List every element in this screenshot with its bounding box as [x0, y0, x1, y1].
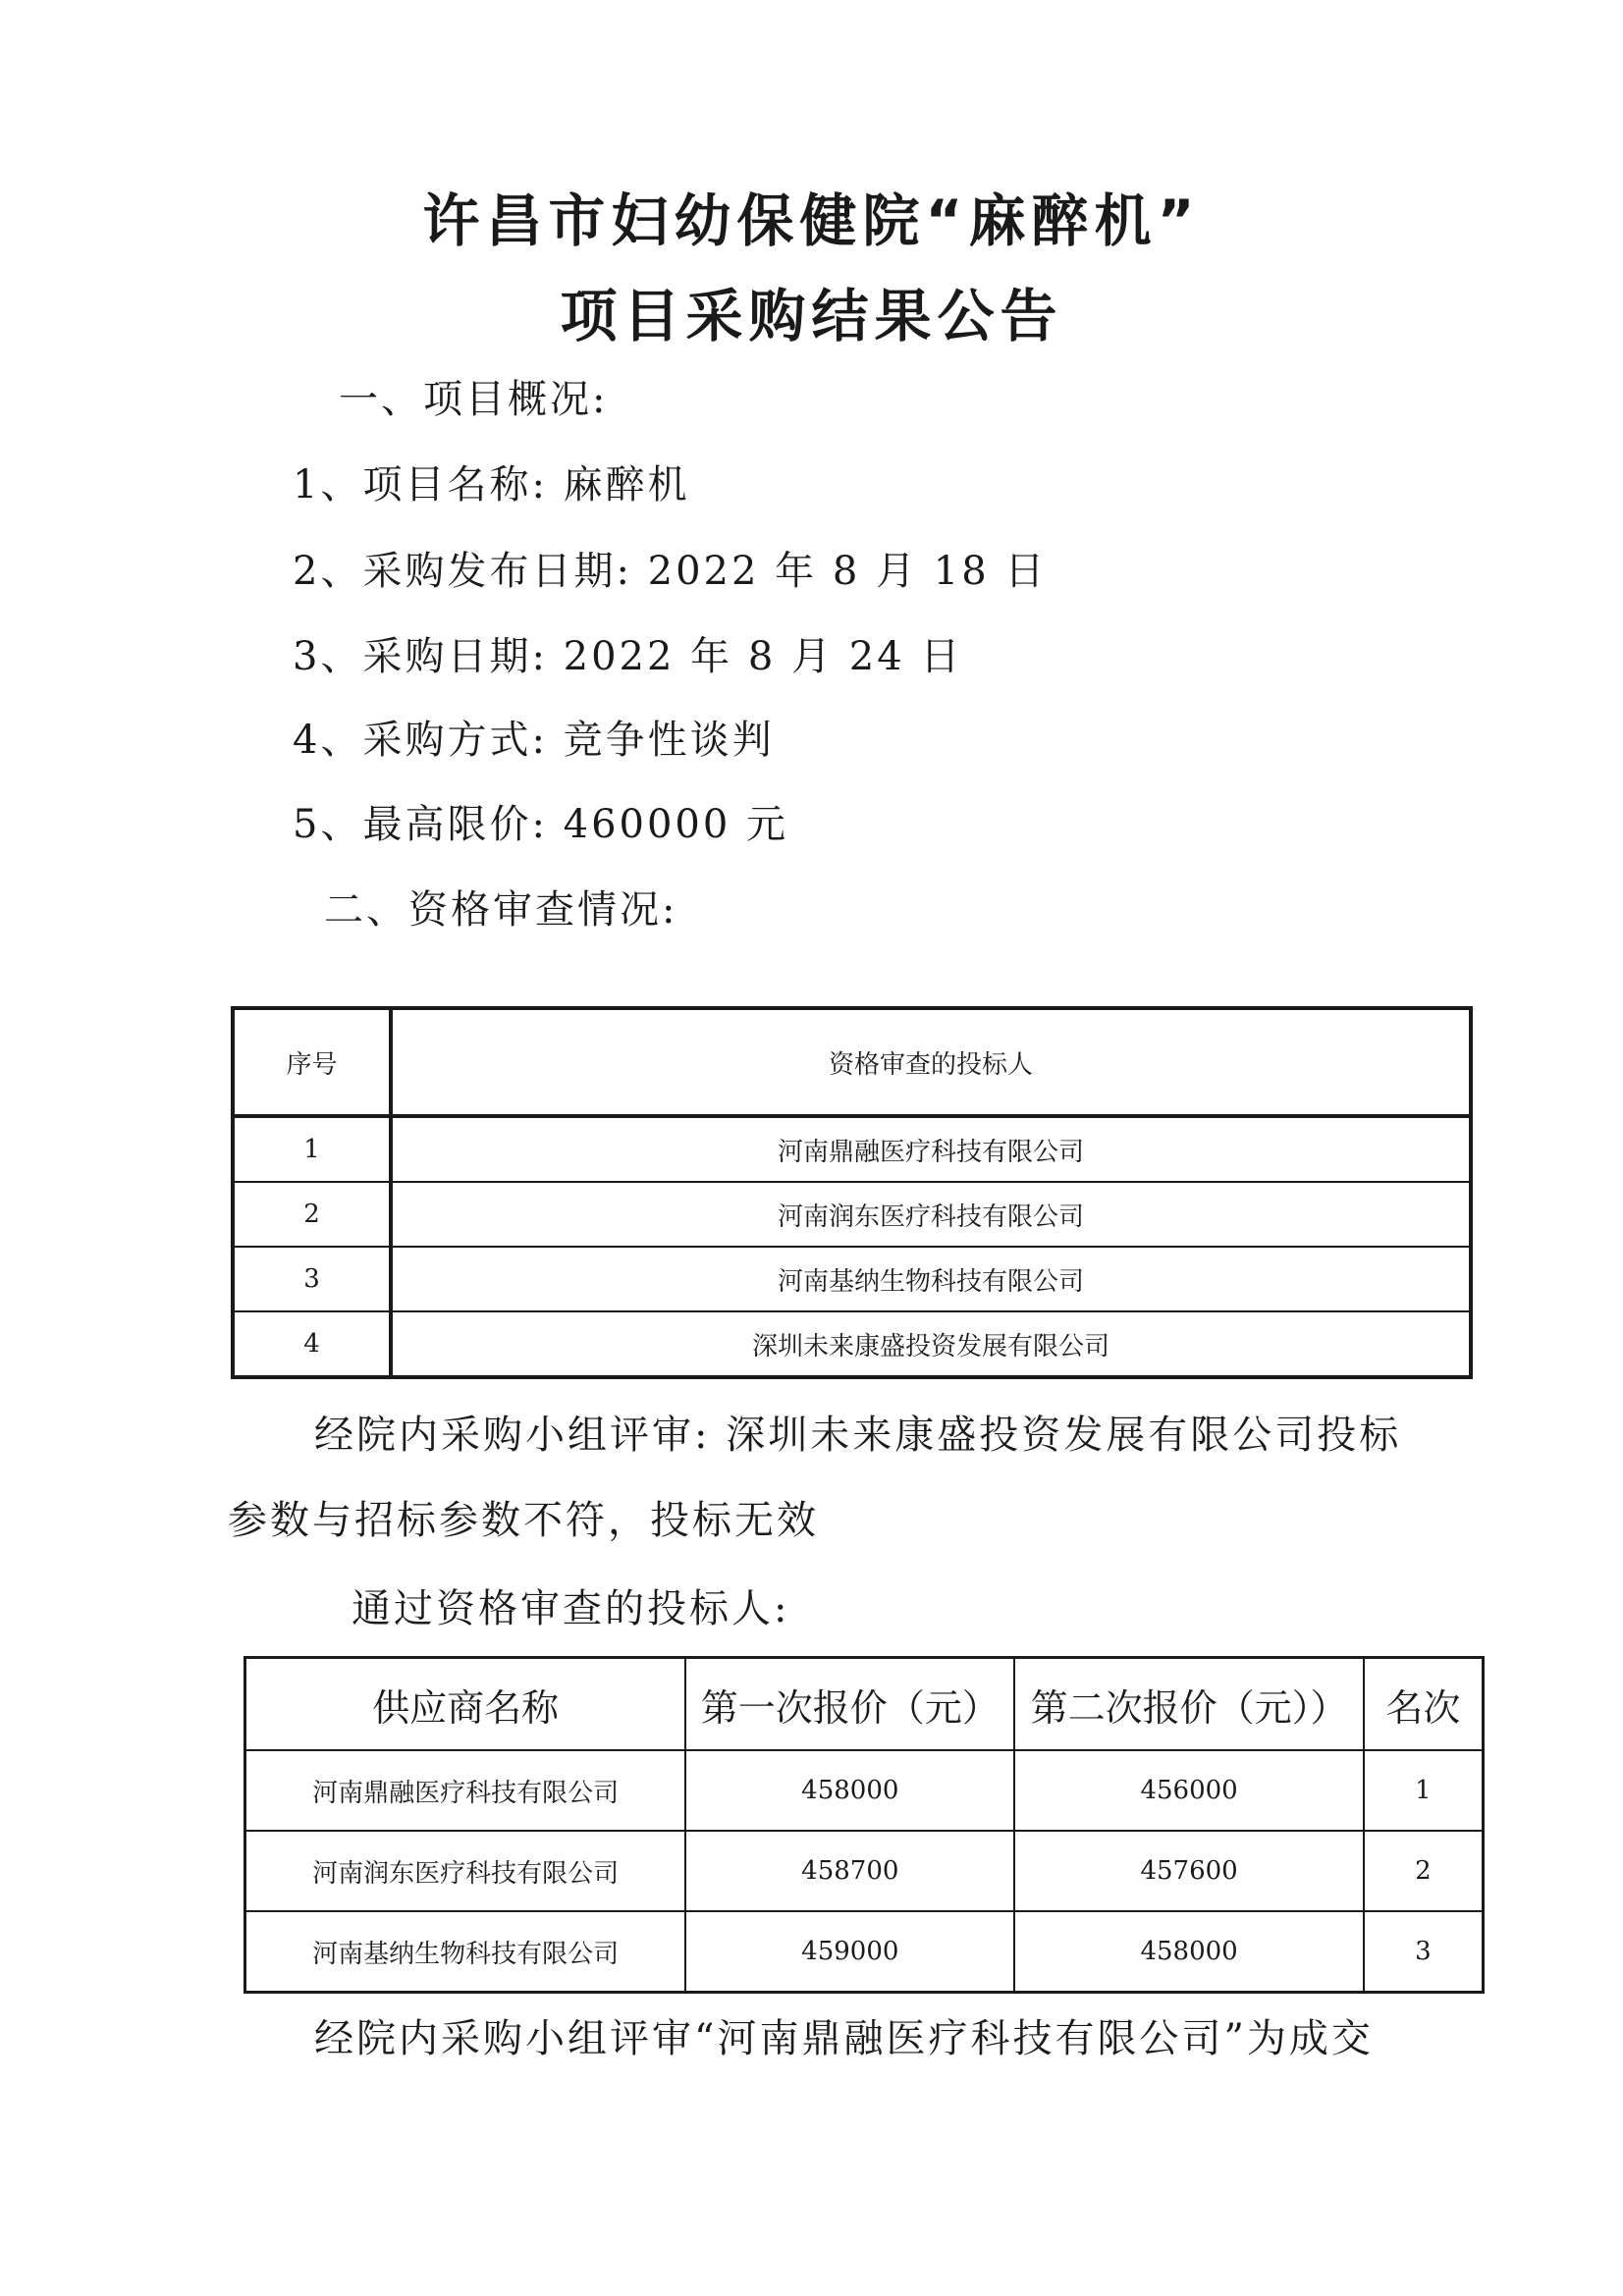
table-header-cell: 第二次报价（元））	[1014, 1658, 1363, 1751]
table-row	[233, 1311, 1471, 1377]
table-header-cell: 序号	[233, 1008, 391, 1116]
table-cell: 河南鼎融医疗科技有限公司	[391, 1116, 1471, 1182]
passed-heading: 通过资格审查的投标人:	[352, 1586, 790, 1631]
table-cell: 3	[233, 1247, 391, 1311]
overview-item: 1、项目名称: 麻醉机	[293, 462, 690, 507]
table-header-cell: 资格审查的投标人	[391, 1008, 1471, 1116]
table-cell: 河南基纳生物科技有限公司	[391, 1247, 1471, 1311]
overview-item: 4、采购方式: 竞争性谈判	[293, 718, 775, 763]
table-cell: 1	[233, 1116, 391, 1182]
section2-heading: 二、资格审查情况:	[324, 887, 678, 933]
table-header-cell: 名次	[1364, 1658, 1484, 1751]
table-cell: 河南基纳生物科技有限公司	[245, 1911, 686, 1993]
table-cell: 河南润东医疗科技有限公司	[391, 1182, 1471, 1247]
table-header-cell: 供应商名称	[245, 1658, 686, 1751]
section1-heading: 一、项目概况:	[339, 377, 609, 422]
table-cell: 459000	[685, 1911, 1014, 1993]
table-header-row	[245, 1658, 1484, 1751]
table-cell: 1	[1364, 1750, 1484, 1831]
table-cell: 458000	[685, 1750, 1014, 1831]
table-cell: 河南鼎融医疗科技有限公司	[245, 1750, 686, 1831]
table-cell: 2	[1364, 1831, 1484, 1911]
overview-item: 5、最高限价: 460000 元	[293, 802, 789, 847]
overview-item: 2、采购发布日期: 2022 年 8 月 18 日	[293, 549, 1048, 594]
overview-item: 3、采购日期: 2022 年 8 月 24 日	[293, 634, 963, 679]
table-cell: 458700	[685, 1831, 1014, 1911]
table-cell: 458000	[1014, 1911, 1363, 1993]
table-row	[245, 1911, 1484, 1993]
table-cell: 457600	[1014, 1831, 1363, 1911]
table-row	[233, 1182, 1471, 1247]
review-text-line2: 参数与招标参数不符，投标无效	[228, 1498, 819, 1543]
table-cell: 2	[233, 1182, 391, 1247]
table-cell: 深圳未来康盛投资发展有限公司	[391, 1311, 1471, 1377]
table-cell: 456000	[1014, 1750, 1363, 1831]
price-table	[243, 1656, 1485, 1994]
table-row	[233, 1247, 1471, 1311]
review-text-line1: 经院内采购小组评审: 深圳未来康盛投资发展有限公司投标	[314, 1413, 1402, 1458]
document-title-line2: 项目采购结果公告	[560, 283, 1063, 349]
table-row	[245, 1750, 1484, 1831]
table-row	[233, 1116, 1471, 1182]
table-row	[245, 1831, 1484, 1911]
table-cell: 4	[233, 1311, 391, 1377]
table-header-row	[233, 1008, 1471, 1116]
conclusion-text: 经院内采购小组评审“河南鼎融医疗科技有限公司”为成交	[314, 2016, 1374, 2061]
document-title-line1: 许昌市妇幼保健院“麻醉机”	[422, 187, 1201, 254]
table-cell: 3	[1364, 1911, 1484, 1993]
table-header-cell: 第一次报价（元）	[685, 1658, 1014, 1751]
qualification-table	[231, 1006, 1473, 1379]
table-cell: 河南润东医疗科技有限公司	[245, 1831, 686, 1911]
